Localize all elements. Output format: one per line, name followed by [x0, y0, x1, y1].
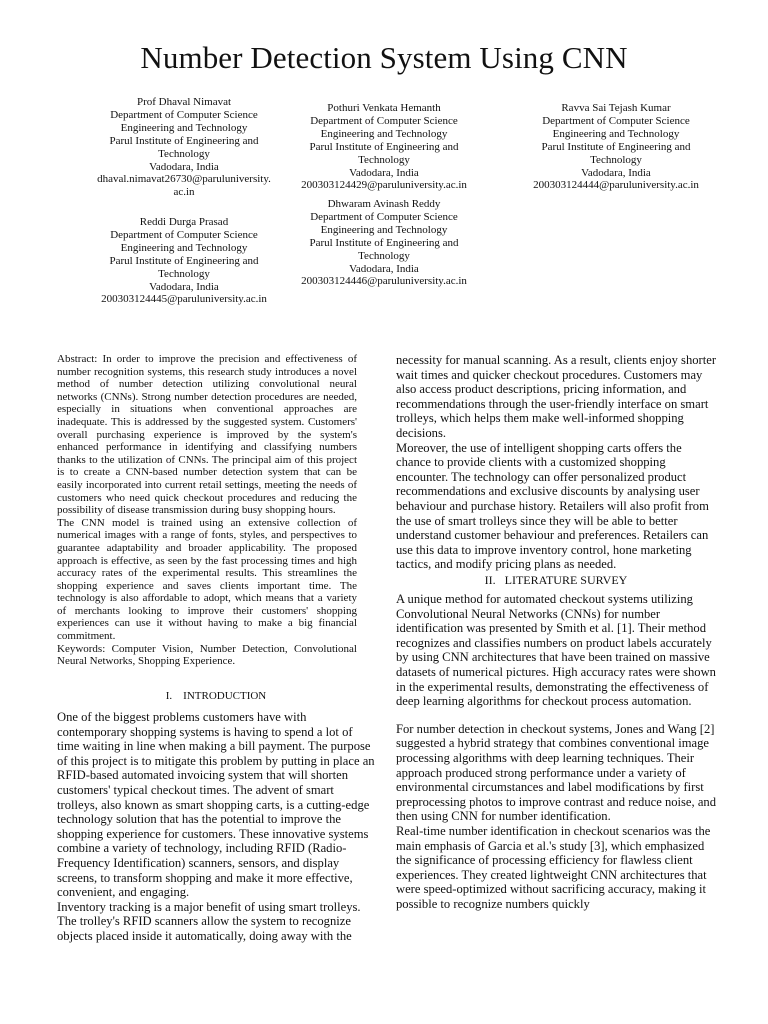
author-affiliation: Technology [158, 147, 210, 160]
author-affiliation: Parul Institute of Engineering and [309, 236, 459, 249]
author-block-3 [486, 102, 746, 192]
author-email: dhaval.nimavat26730@paruluniversity. [97, 173, 271, 186]
section-title-initial: I [183, 690, 187, 702]
introduction-continued [396, 353, 716, 572]
author-affiliation: Engineering and Technology [320, 127, 448, 140]
author-affiliation: Technology [358, 249, 410, 262]
introduction-body [57, 710, 375, 944]
section-number: I. [165, 690, 173, 702]
author-affiliation: Parul Institute of Engineering and [109, 254, 259, 267]
author-block-5 [254, 198, 514, 288]
author-email: 200303124446@paruluniversity.ac.in [301, 275, 467, 288]
abstract [57, 353, 357, 668]
author-location: Vadodara, India [349, 262, 419, 275]
author-affiliation: Department of Computer Science [542, 114, 690, 127]
author-location: Vadodara, India [349, 166, 419, 179]
author-affiliation: Technology [358, 153, 410, 166]
body-paragraph: One of the biggest problems customers have with contemporary shopping systems is having to spend a lot of time waiting in line when making a bill payment. The purpose of this project is to mitigate this problem by putting in place an RFID-based automated invoicing system that will shorten customers' typical checkout times. The advent of smart trolleys, also known as smart shopping carts, is a cutting-edge technology solution that has the potential to improve the shopping experience for customers. These innovative systems combine a variety of technology, including RFID (Radio-Frequency Identification) scanners, sensors, and display screens, to transform shopping and make it more effective, convenient, and engaging. [57, 710, 375, 900]
body-paragraph: Inventory tracking is a major benefit of using smart trolleys. The trolley's RFID scanners allow the system to recognize objects placed inside it automatically, doing away with the [57, 899, 361, 943]
body-paragraph: Real-time number identification in checkout scenarios was the main emphasis of Garcia et al.'s study [3], which emphasized the significance of processing efficiency for flawless client experiences. They created lightweight CNN architectures that were speed-optimized without sacrificing accuracy, making it possible to recognize numbers quickly [396, 823, 711, 911]
author-email: ac.in [173, 186, 195, 199]
author-location: Vadodara, India [149, 160, 219, 173]
author-affiliation: Parul Institute of Engineering and [541, 140, 691, 153]
author-affiliation: Department of Computer Science [110, 228, 258, 241]
author-affiliation: Engineering and Technology [120, 241, 248, 254]
author-affiliation: Technology [590, 153, 642, 166]
author-affiliation: Department of Computer Science [110, 108, 258, 121]
body-paragraph: necessity for manual scanning. As a result, clients enjoy shorter wait times and quicker checkout procedures. Customers may also access product descriptions, pricing information, and recommendations through the user-friendly interface on smart trolleys, which helps them make well-informed shopping decisions. [396, 353, 717, 440]
author-location: Vadodara, India [149, 280, 219, 293]
author-block-2 [254, 102, 514, 192]
body-paragraph: For number detection in checkout systems, Jones and Wang [2] suggested a hybrid strategy that combines conventional image processing algorithms with deep learning techniques. Their approach produced strong performance under a variety of environmental circumstances and label modifications by first preprocessing photos to improve contrast and reduce noise, and then using CNN for number identification. [396, 721, 717, 824]
author-email: 200303124444@paruluniversity.ac.in [533, 179, 699, 192]
author-name: Pothuri Venkata Hemanth [327, 102, 441, 114]
author-affiliation: Technology [158, 267, 210, 280]
author-name: Reddi Durga Prasad [139, 216, 229, 228]
abstract-paragraph: The CNN model is trained using an extensive collection of numerical images with a range of fonts, styles, and perspectives to guarantee adaptability and broader applicability. The proposed approach is effective, as seen by the fast processing times and high accuracy rates of the experimental results. This streamlines the shopping experience and saves clients important time. The technology is also affordable to adopt, which means that a variety of merchants looking to improve their customers' shopping experiences can use it without having to make a big financial commitment. [57, 516, 357, 643]
abstract-paragraph: Abstract: In order to improve the precision and effectiveness of number recognition systems, this research study introduces a novel method of number detection utilizing convolutional neural networks (CNNs). Strong number detection procedures are needed, especially in situations when conventional approaches are inadequate. This is addressed by the suggested system. Customers' overall purchasing experience is improved by the system's enhanced performance in identifying and classifying numbers thanks to the utilization of CNNs. The principal aim of this project is to create a CNN-based number detection system that can be easily incorporated into current retail settings, meeting the needs of customers who need quick checkout procedures and reducing the possibility of disease transmission during busy shopping hours. [57, 353, 357, 517]
author-affiliation: Engineering and Technology [552, 127, 680, 140]
author-email: 200303124445@paruluniversity.ac.in [101, 293, 267, 306]
author-affiliation: Engineering and Technology [320, 223, 448, 236]
section-title-rest: NTRODUCTION [186, 690, 267, 702]
paragraph-gap [396, 709, 716, 722]
author-affiliation: Parul Institute of Engineering and [109, 134, 259, 147]
paper-title: Number Detection System Using CNN [140, 40, 628, 75]
keywords: Keywords: Computer Vision, Number Detection, Convolutional Neural Networks, Shopping Experience. [57, 642, 357, 668]
author-name: Ravva Sai Tejash Kumar [561, 102, 671, 114]
author-affiliation: Parul Institute of Engineering and [309, 140, 459, 153]
author-affiliation: Department of Computer Science [310, 114, 458, 127]
author-affiliation: Department of Computer Science [310, 210, 458, 223]
author-email: 200303124429@paruluniversity.ac.in [301, 179, 467, 192]
author-name: Dhwaram Avinash Reddy [327, 198, 441, 210]
section-heading-introduction [57, 690, 375, 703]
body-paragraph: A unique method for automated checkout systems utilizing Convolutional Neural Networks (CNNs) for number identification was presented by Smith et al. [1]. Their method recognizes and classifies numbers on product labels accurately by using CNN architectures that have been trained on massive datasets of numerical pictures. High accuracy rates were shown in the experimental results, demonstrating the effectiveness of deep learning algorithms for checkout process automation. [396, 592, 716, 709]
author-name: Prof Dhaval Nimavat [136, 96, 232, 108]
author-location: Vadodara, India [581, 166, 651, 179]
literature-survey-body [396, 592, 716, 911]
section-heading-literature-survey: II. LITERATURE SURVEY [484, 573, 628, 587]
body-paragraph: Moreover, the use of intelligent shopping carts offers the chance to provide clients with a customized shopping encounter. The technology can offer personalized product recommendations and exclusive discounts by analysing user behaviour and purchase history. Retailers will also profit from the use of smart trolleys since they will be able to better understand customer behaviour and preferences. Retailers can use this data to improve inventory control, hone marketing tactics, and modify pricing plans as needed. [396, 440, 709, 572]
author-affiliation: Engineering and Technology [120, 121, 248, 134]
